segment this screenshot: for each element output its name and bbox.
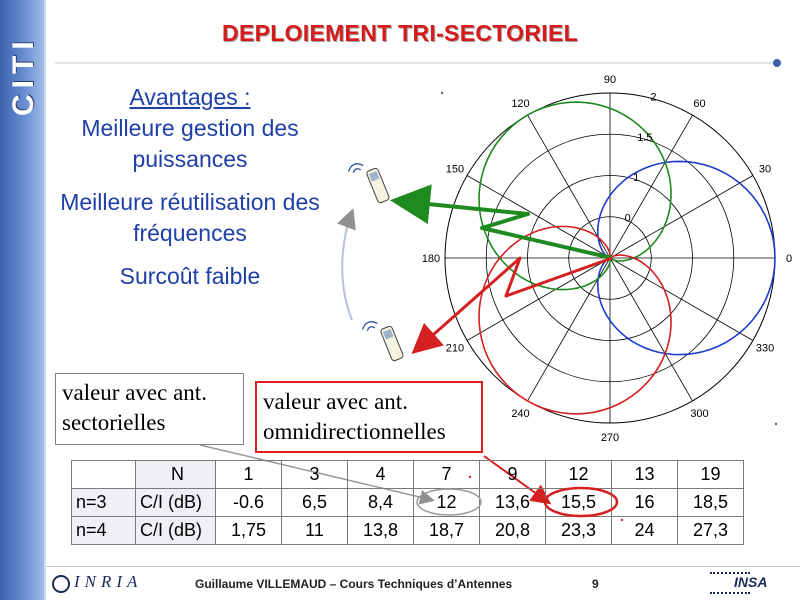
polar-angle-label: 90 — [603, 74, 617, 86]
table-header-cell: N — [136, 461, 216, 489]
advantage-cost: Surcoût faible — [119, 263, 261, 289]
polar-angle-label: 0 — [785, 253, 793, 265]
inria-emblem-icon — [52, 575, 70, 593]
slide-title: DEPLOIEMENT TRI-SECTORIEL — [222, 20, 578, 46]
slide-footer — [0, 570, 800, 600]
inria-logo: INRIA — [74, 572, 143, 591]
polar-radius-label: 1.5 — [637, 131, 653, 144]
table-cell: 18,7 — [414, 517, 480, 545]
table-cell: 13,8 — [348, 517, 414, 545]
polar-radius-label: 2 — [650, 91, 657, 104]
page-number: 9 — [592, 577, 599, 591]
table-header-cell: 9 — [480, 461, 546, 489]
polar-angle-label: 300 — [690, 408, 709, 421]
table-cell: 6,5 — [282, 489, 348, 517]
table-row-metric: C/I (dB) — [136, 489, 216, 517]
table-cell: 13,6 — [480, 489, 546, 517]
polar-angle-label: 60 — [693, 97, 706, 110]
polar-spoke — [610, 176, 753, 259]
polar-angle-label: 210 — [445, 342, 465, 355]
mobile-phone-icon — [361, 315, 404, 368]
advantage-power: Meilleure gestion des puissances — [81, 115, 299, 172]
table-cell: 20,8 — [480, 517, 546, 545]
table-cell: 16 — [612, 489, 678, 517]
table-row-label: n=4 — [72, 517, 136, 545]
polar-spoke — [610, 258, 753, 341]
table-cell: 18,5 — [678, 489, 744, 517]
table-row — [72, 489, 744, 517]
table-cell: 12 — [414, 489, 480, 517]
lobe-sector-120 — [479, 102, 671, 290]
insa-logo: INSA — [734, 574, 768, 590]
table-header-cell: 12 — [546, 461, 612, 489]
polar-angle-label: 30 — [758, 163, 772, 176]
polar-radius-label: 1 — [633, 172, 640, 185]
polar-angle-label: 270 — [600, 432, 620, 444]
footer-author: Guillaume VILLEMAUD – Cours Techniques d’Antennes — [195, 577, 513, 591]
polar-spoke — [610, 258, 693, 401]
table-header-cell: 4 — [348, 461, 414, 489]
polar-radius-label: 0 — [624, 212, 631, 225]
table-cell: 8,4 — [348, 489, 414, 517]
table-header-cell: 3 — [282, 461, 348, 489]
footer-divider — [46, 566, 800, 567]
citi-logo: CITI — [7, 35, 40, 117]
grey-mark — [441, 92, 443, 94]
omni-value-box: valeur avec ant. omnidirectionnelles — [255, 381, 483, 453]
polar-angle-label: 120 — [511, 97, 530, 110]
table-header-cell: 13 — [612, 461, 678, 489]
polar-angle-label: 240 — [511, 408, 530, 421]
mobile-phone-icon — [347, 157, 390, 210]
table-row-metric: C/I (dB) — [136, 517, 216, 545]
sectorial-value-box: valeur avec ant. sectorielles — [55, 373, 244, 445]
polar-spoke — [467, 176, 610, 259]
table-row-label: n=3 — [72, 489, 136, 517]
table-header-row — [72, 461, 744, 489]
handover-arc-arrow — [342, 212, 352, 320]
table-cell: 27,3 — [678, 517, 744, 545]
table-cell: 15,5 — [546, 489, 612, 517]
table-header-cell: 1 — [216, 461, 282, 489]
polar-angle-label: 180 — [421, 253, 441, 265]
lobe-sector-240 — [479, 226, 671, 414]
table-cell: 24 — [612, 517, 678, 545]
table-header-cell: 7 — [414, 461, 480, 489]
table-cell: 11 — [282, 517, 348, 545]
advantages-heading: Avantages : — [129, 84, 251, 110]
table-corner-cell — [72, 461, 136, 489]
polar-spoke — [467, 258, 610, 341]
table-cell: 23,3 — [546, 517, 612, 545]
grey-mark — [775, 423, 777, 425]
ci-table — [71, 460, 744, 545]
polar-angle-label: 150 — [445, 163, 465, 176]
table-cell: -0.6 — [216, 489, 282, 517]
table-row — [72, 517, 744, 545]
table-cell: 1,75 — [216, 517, 282, 545]
advantage-frequency: Meilleure réutilisation des fréquences — [60, 189, 320, 246]
table-header-cell: 19 — [678, 461, 744, 489]
polar-angle-label: 330 — [755, 342, 775, 355]
